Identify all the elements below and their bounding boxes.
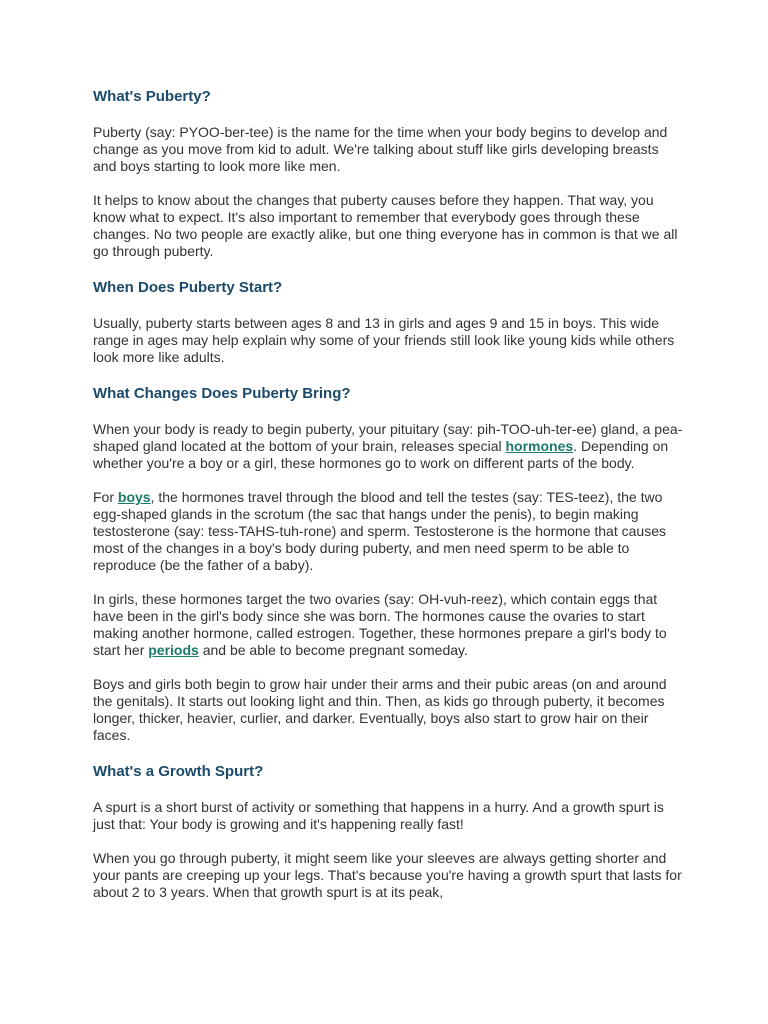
paragraph-girls [93,591,683,659]
paragraph-boys [93,489,683,574]
periods-link[interactable]: periods [148,642,199,658]
paragraph: Puberty (say: PYOO-ber-tee) is the name for the time when your body begins to develop and change as you move from kid to adult. We're talking about stuff like girls developing breasts and boys starting to look more like men. [93,124,668,174]
document-page [93,86,683,918]
heading-growth-spurt: What's a Growth Spurt? [93,763,264,780]
text-segment: and be able to become pregnant someday. [198,642,468,658]
paragraph: Boys and girls both begin to grow hair under their arms and their pubic areas (on and around the genitals). It starts out looking light and thin. Then, as kids go through puberty, it becomes longer, thicker, heavier, curlier, and darker. Eventually, boys also start to grow hair on their faces. [93,676,667,743]
text-segment: , the hormones travel through the blood and tell the testes (say: TES-teez), the two egg-shaped glands in the scrotum (the sac that hangs under the penis), to begin making testosterone (say: tess-TAHS-tuh-rone) and sperm. Testosterone is the hormone that causes most of the changes in a boy's body during puberty, and men need sperm to be able to reproduce (be the father of a baby). [93,489,666,573]
text-segment: . Depending on whether you're a boy or a girl, these hormones go to work on different parts of the body. [93,438,669,471]
heading-when-does-puberty-start: When Does Puberty Start? [93,279,283,296]
text-segment: For [93,489,118,505]
text-segment: When your body is ready to begin puberty, your pituitary (say: pih-TOO-uh-ter-ee) gland, a pea-shaped gland located at the bottom of your brain, releases special [93,421,683,454]
paragraph: When you go through puberty, it might seem like your sleeves are always getting shorter and your pants are creeping up your legs. That's because you're having a growth spurt that lasts for about 2 to 3 years. When that growth spurt is at its peak, [93,850,682,900]
heading-whats-puberty: What's Puberty? [93,88,211,105]
hormones-link[interactable]: hormones [505,438,574,454]
paragraph: A spurt is a short burst of activity or something that happens in a hurry. And a growth spurt is just that: Your body is growing and it's happening really fast! [93,799,664,832]
text-segment: In girls, these hormones target the two ovaries (say: OH-vuh-reez), which contain eggs that have been in the girl's body since she was born. The hormones cause the ovaries to start making another hormone, called estrogen. Together, these hormones prepare a girl's body to start her [93,591,667,658]
paragraph: Usually, puberty starts between ages 8 and 13 in girls and ages 9 and 15 in boys. This wide range in ages may help explain why some of your friends still look like young kids while others look more like adults. [93,315,675,365]
paragraph: It helps to know about the changes that puberty causes before they happen. That way, you know what to expect. It's also important to remember that everybody goes through these changes. No two people are exactly alike, but one thing everyone has in common is that we all go through puberty. [93,192,678,259]
paragraph-hormones [93,421,683,472]
heading-what-changes: What Changes Does Puberty Bring? [93,385,351,402]
boys-link[interactable]: boys [117,489,151,505]
